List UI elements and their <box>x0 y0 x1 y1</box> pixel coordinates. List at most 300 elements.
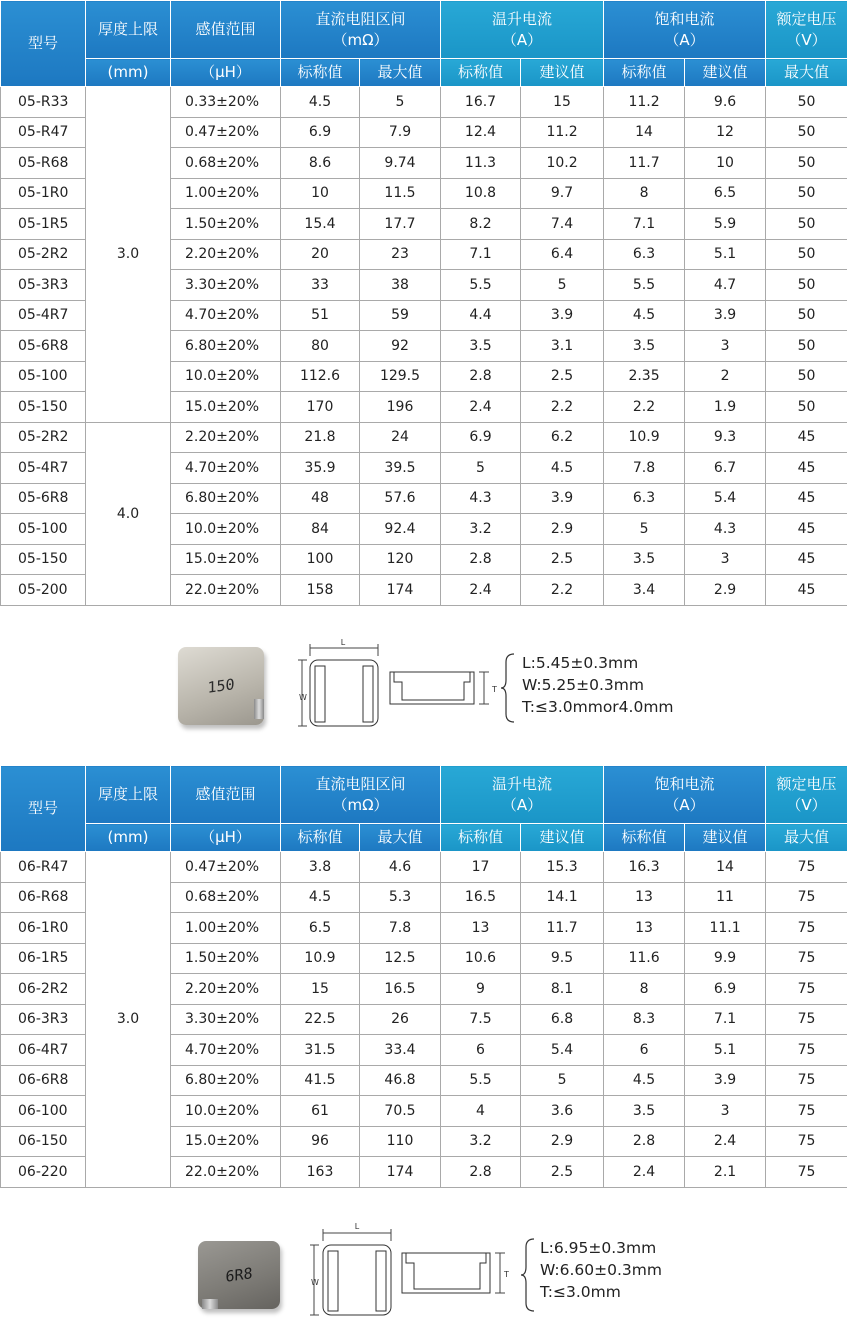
header-temp-unit: （A） <box>441 795 603 816</box>
temp-nominal-cell: 4 <box>441 1096 521 1127</box>
rated-voltage-cell: 45 <box>766 453 847 484</box>
temp-nominal-cell: 2.4 <box>441 575 521 606</box>
dim-width: W:6.60±0.3mm <box>540 1259 662 1281</box>
dcr-nominal-cell: 21.8 <box>281 422 360 453</box>
model-cell: 05-4R7 <box>1 453 86 484</box>
sat-nominal-cell: 2.2 <box>604 392 685 423</box>
header-rated-max: 最大值 <box>766 824 847 852</box>
dcr-nominal-cell: 8.6 <box>281 148 360 179</box>
dcr-max-cell: 5.3 <box>360 882 441 913</box>
sat-suggested-cell: 2.9 <box>685 575 766 606</box>
dcr-nominal-cell: 6.5 <box>281 913 360 944</box>
top-view-drawing <box>295 638 390 734</box>
sat-suggested-cell: 3 <box>685 1096 766 1127</box>
rated-voltage-cell: 75 <box>766 974 847 1005</box>
header-inductance: 感值范围 <box>171 1 281 59</box>
header-rated-max: 最大值 <box>766 59 847 87</box>
inductance-cell: 0.33±20% <box>171 87 281 118</box>
rated-voltage-cell: 50 <box>766 178 847 209</box>
inductance-cell: 0.68±20% <box>171 148 281 179</box>
model-cell: 06-1R0 <box>1 913 86 944</box>
temp-suggested-cell: 3.1 <box>521 331 604 362</box>
dcr-max-cell: 9.74 <box>360 148 441 179</box>
model-cell: 05-6R8 <box>1 331 86 362</box>
temp-suggested-cell: 15 <box>521 87 604 118</box>
rated-voltage-cell: 45 <box>766 483 847 514</box>
header-temp-suggested: 建议值 <box>521 59 604 87</box>
header-rated-unit: （V） <box>766 795 847 816</box>
brace-icon <box>520 1237 536 1313</box>
header-dcr <box>281 766 441 824</box>
sat-nominal-cell: 11.6 <box>604 943 685 974</box>
temp-nominal-cell: 11.3 <box>441 148 521 179</box>
top-view-drawing <box>305 1219 400 1319</box>
inductance-cell: 4.70±20% <box>171 453 281 484</box>
rated-voltage-cell: 50 <box>766 148 847 179</box>
dcr-nominal-cell: 112.6 <box>281 361 360 392</box>
inductance-cell: 15.0±20% <box>171 1126 281 1157</box>
dcr-max-cell: 38 <box>360 270 441 301</box>
dcr-nominal-cell: 15 <box>281 974 360 1005</box>
model-cell: 06-2R2 <box>1 974 86 1005</box>
header-thickness: 厚度上限 <box>86 766 171 824</box>
dcr-nominal-cell: 6.9 <box>281 117 360 148</box>
sat-nominal-cell: 3.5 <box>604 544 685 575</box>
table-row <box>1 852 847 883</box>
inductance-cell: 2.20±20% <box>171 422 281 453</box>
temp-nominal-cell: 6.9 <box>441 422 521 453</box>
dim-thickness: T:≤3.0mmor4.0mm <box>522 696 674 718</box>
rated-voltage-cell: 50 <box>766 331 847 362</box>
dcr-nominal-cell: 80 <box>281 331 360 362</box>
temp-nominal-cell: 10.6 <box>441 943 521 974</box>
header-temp-unit: （A） <box>441 30 603 51</box>
temp-nominal-cell: 16.5 <box>441 882 521 913</box>
side-view-drawing <box>388 668 498 712</box>
dim-thickness: T:≤3.0mm <box>540 1281 662 1303</box>
temp-suggested-cell: 9.5 <box>521 943 604 974</box>
dcr-max-cell: 92.4 <box>360 514 441 545</box>
model-cell: 06-220 <box>1 1157 86 1188</box>
dim-l-label: L <box>341 638 346 647</box>
sat-nominal-cell: 2.35 <box>604 361 685 392</box>
dcr-max-cell: 7.9 <box>360 117 441 148</box>
temp-suggested-cell: 10.2 <box>521 148 604 179</box>
rated-voltage-cell: 75 <box>766 913 847 944</box>
chip-terminal <box>202 1299 218 1309</box>
header-temp-title: 温升电流 <box>441 9 603 30</box>
model-cell: 05-R68 <box>1 148 86 179</box>
dcr-nominal-cell: 35.9 <box>281 453 360 484</box>
dcr-nominal-cell: 15.4 <box>281 209 360 240</box>
temp-suggested-cell: 8.1 <box>521 974 604 1005</box>
dcr-max-cell: 59 <box>360 300 441 331</box>
header-dcr-nominal: 标称值 <box>281 59 360 87</box>
table-row <box>1 422 847 453</box>
rated-voltage-cell: 75 <box>766 1096 847 1127</box>
inductor-chip-photo <box>198 1241 280 1309</box>
temp-nominal-cell: 2.8 <box>441 544 521 575</box>
sat-nominal-cell: 8 <box>604 974 685 1005</box>
sat-nominal-cell: 6 <box>604 1035 685 1066</box>
header-sat-title: 饱和电流 <box>604 9 765 30</box>
spec-table-06 <box>0 765 847 1188</box>
header-temp-current <box>441 1 604 59</box>
header-sat-unit: （A） <box>604 795 765 816</box>
temp-nominal-cell: 13 <box>441 913 521 944</box>
sat-suggested-cell: 3 <box>685 544 766 575</box>
rated-voltage-cell: 50 <box>766 270 847 301</box>
table2-body <box>1 852 847 1188</box>
header-thickness-unit: (mm) <box>86 824 171 852</box>
sat-nominal-cell: 3.4 <box>604 575 685 606</box>
temp-nominal-cell: 8.2 <box>441 209 521 240</box>
thickness-cell: 4.0 <box>86 422 171 605</box>
sat-suggested-cell: 5.1 <box>685 1035 766 1066</box>
dcr-nominal-cell: 41.5 <box>281 1065 360 1096</box>
dcr-max-cell: 120 <box>360 544 441 575</box>
spec-table-05 <box>0 0 847 606</box>
model-cell: 05-R33 <box>1 87 86 118</box>
header-dcr-max: 最大值 <box>360 824 441 852</box>
temp-suggested-cell: 2.2 <box>521 392 604 423</box>
model-cell: 05-6R8 <box>1 483 86 514</box>
dimension-diagram-05 <box>0 630 847 730</box>
sat-nominal-cell: 5 <box>604 514 685 545</box>
model-cell: 06-3R3 <box>1 1004 86 1035</box>
temp-suggested-cell: 11.2 <box>521 117 604 148</box>
temp-suggested-cell: 2.9 <box>521 1126 604 1157</box>
temp-suggested-cell: 15.3 <box>521 852 604 883</box>
temp-suggested-cell: 3.6 <box>521 1096 604 1127</box>
header-dcr-title: 直流电阻区间 <box>281 774 440 795</box>
inductance-cell: 6.80±20% <box>171 331 281 362</box>
dcr-max-cell: 5 <box>360 87 441 118</box>
sat-suggested-cell: 9.3 <box>685 422 766 453</box>
dcr-max-cell: 24 <box>360 422 441 453</box>
dcr-nominal-cell: 96 <box>281 1126 360 1157</box>
sat-nominal-cell: 6.3 <box>604 239 685 270</box>
header-rated-title: 额定电压 <box>766 9 847 30</box>
dcr-nominal-cell: 33 <box>281 270 360 301</box>
rated-voltage-cell: 45 <box>766 422 847 453</box>
temp-nominal-cell: 7.5 <box>441 1004 521 1035</box>
dcr-max-cell: 129.5 <box>360 361 441 392</box>
header-dcr-nominal: 标称值 <box>281 824 360 852</box>
thickness-cell: 3.0 <box>86 852 171 1188</box>
sat-suggested-cell: 3 <box>685 331 766 362</box>
model-cell: 05-2R2 <box>1 422 86 453</box>
header-inductance-unit: （μH） <box>171 59 281 87</box>
model-cell: 05-4R7 <box>1 300 86 331</box>
sat-suggested-cell: 1.9 <box>685 392 766 423</box>
sat-nominal-cell: 13 <box>604 913 685 944</box>
inductor-chip-photo <box>178 647 264 725</box>
chip-terminal <box>254 699 264 719</box>
sat-nominal-cell: 3.5 <box>604 1096 685 1127</box>
inductance-cell: 1.50±20% <box>171 209 281 240</box>
temp-nominal-cell: 16.7 <box>441 87 521 118</box>
temp-nominal-cell: 5.5 <box>441 270 521 301</box>
dcr-max-cell: 196 <box>360 392 441 423</box>
temp-suggested-cell: 4.5 <box>521 453 604 484</box>
sat-suggested-cell: 3.9 <box>685 1065 766 1096</box>
temp-suggested-cell: 6.4 <box>521 239 604 270</box>
dcr-nominal-cell: 20 <box>281 239 360 270</box>
inductance-cell: 10.0±20% <box>171 514 281 545</box>
sat-suggested-cell: 11 <box>685 882 766 913</box>
sat-suggested-cell: 9.9 <box>685 943 766 974</box>
thickness-cell: 3.0 <box>86 87 171 423</box>
sat-suggested-cell: 2.1 <box>685 1157 766 1188</box>
brace-icon <box>500 652 516 724</box>
dcr-max-cell: 7.8 <box>360 913 441 944</box>
dcr-max-cell: 174 <box>360 1157 441 1188</box>
header-sat-title: 饱和电流 <box>604 774 765 795</box>
temp-suggested-cell: 11.7 <box>521 913 604 944</box>
model-cell: 05-100 <box>1 514 86 545</box>
inductance-cell: 4.70±20% <box>171 300 281 331</box>
sat-suggested-cell: 14 <box>685 852 766 883</box>
sat-nominal-cell: 6.3 <box>604 483 685 514</box>
temp-suggested-cell: 3.9 <box>521 300 604 331</box>
dcr-max-cell: 70.5 <box>360 1096 441 1127</box>
header-sat-nominal: 标称值 <box>604 824 685 852</box>
dcr-nominal-cell: 48 <box>281 483 360 514</box>
sat-suggested-cell: 6.9 <box>685 974 766 1005</box>
sat-suggested-cell: 7.1 <box>685 1004 766 1035</box>
temp-suggested-cell: 2.5 <box>521 544 604 575</box>
rated-voltage-cell: 75 <box>766 1157 847 1188</box>
dcr-max-cell: 11.5 <box>360 178 441 209</box>
sat-suggested-cell: 5.9 <box>685 209 766 240</box>
header-thickness-unit: (mm) <box>86 59 171 87</box>
dcr-max-cell: 26 <box>360 1004 441 1035</box>
header-temp-current <box>441 766 604 824</box>
sat-suggested-cell: 4.3 <box>685 514 766 545</box>
header-inductance: 感值范围 <box>171 766 281 824</box>
dcr-nominal-cell: 3.8 <box>281 852 360 883</box>
rated-voltage-cell: 45 <box>766 544 847 575</box>
dcr-nominal-cell: 163 <box>281 1157 360 1188</box>
temp-suggested-cell: 14.1 <box>521 882 604 913</box>
rated-voltage-cell: 75 <box>766 943 847 974</box>
rated-voltage-cell: 50 <box>766 87 847 118</box>
chip-marking: 150 <box>178 671 264 701</box>
temp-nominal-cell: 12.4 <box>441 117 521 148</box>
header-sat-current <box>604 766 766 824</box>
dcr-nominal-cell: 51 <box>281 300 360 331</box>
temp-nominal-cell: 3.2 <box>441 1126 521 1157</box>
rated-voltage-cell: 75 <box>766 1035 847 1066</box>
dim-length: L:6.95±0.3mm <box>540 1237 662 1259</box>
rated-voltage-cell: 45 <box>766 514 847 545</box>
rated-voltage-cell: 50 <box>766 392 847 423</box>
temp-nominal-cell: 2.4 <box>441 392 521 423</box>
rated-voltage-cell: 50 <box>766 209 847 240</box>
temp-nominal-cell: 7.1 <box>441 239 521 270</box>
header-sat-current <box>604 1 766 59</box>
inductance-cell: 6.80±20% <box>171 483 281 514</box>
dcr-max-cell: 23 <box>360 239 441 270</box>
sat-nominal-cell: 14 <box>604 117 685 148</box>
temp-suggested-cell: 6.8 <box>521 1004 604 1035</box>
table1-body <box>1 87 847 606</box>
model-cell: 06-R47 <box>1 852 86 883</box>
dcr-max-cell: 57.6 <box>360 483 441 514</box>
sat-nominal-cell: 11.2 <box>604 87 685 118</box>
temp-nominal-cell: 2.8 <box>441 1157 521 1188</box>
rated-voltage-cell: 75 <box>766 852 847 883</box>
dcr-nominal-cell: 22.5 <box>281 1004 360 1035</box>
header-dcr-title: 直流电阻区间 <box>281 9 440 30</box>
model-cell: 05-1R0 <box>1 178 86 209</box>
temp-nominal-cell: 6 <box>441 1035 521 1066</box>
header-sat-unit: （A） <box>604 30 765 51</box>
dcr-nominal-cell: 31.5 <box>281 1035 360 1066</box>
dim-t-label: T <box>491 685 497 694</box>
dcr-nominal-cell: 4.5 <box>281 87 360 118</box>
sat-nominal-cell: 4.5 <box>604 1065 685 1096</box>
sat-suggested-cell: 12 <box>685 117 766 148</box>
dim-l-label: L <box>355 1222 360 1231</box>
inductance-cell: 1.00±20% <box>171 913 281 944</box>
temp-nominal-cell: 10.8 <box>441 178 521 209</box>
sat-suggested-cell: 2.4 <box>685 1126 766 1157</box>
header-rated-title: 额定电压 <box>766 774 847 795</box>
dimension-list <box>540 1237 662 1303</box>
inductance-cell: 2.20±20% <box>171 974 281 1005</box>
model-cell: 06-100 <box>1 1096 86 1127</box>
dcr-max-cell: 110 <box>360 1126 441 1157</box>
header-dcr-unit: （mΩ） <box>281 30 440 51</box>
model-cell: 05-R47 <box>1 117 86 148</box>
dcr-nominal-cell: 10 <box>281 178 360 209</box>
header-rated-voltage <box>766 766 847 824</box>
dcr-max-cell: 46.8 <box>360 1065 441 1096</box>
dimension-diagram-06 <box>0 1215 847 1315</box>
sat-nominal-cell: 13 <box>604 882 685 913</box>
dcr-nominal-cell: 84 <box>281 514 360 545</box>
header-model: 型号 <box>1 1 86 87</box>
dcr-max-cell: 4.6 <box>360 852 441 883</box>
sat-nominal-cell: 16.3 <box>604 852 685 883</box>
sat-suggested-cell: 11.1 <box>685 913 766 944</box>
temp-suggested-cell: 5.4 <box>521 1035 604 1066</box>
header-sat-suggested: 建议值 <box>685 59 766 87</box>
temp-suggested-cell: 9.7 <box>521 178 604 209</box>
inductance-cell: 0.47±20% <box>171 852 281 883</box>
sat-suggested-cell: 4.7 <box>685 270 766 301</box>
temp-nominal-cell: 9 <box>441 974 521 1005</box>
model-cell: 05-2R2 <box>1 239 86 270</box>
inductance-cell: 3.30±20% <box>171 270 281 301</box>
dim-length: L:5.45±0.3mm <box>522 652 674 674</box>
header-rated-voltage <box>766 1 847 59</box>
header-temp-nominal: 标称值 <box>441 59 521 87</box>
model-cell: 06-1R5 <box>1 943 86 974</box>
header-rated-unit: （V） <box>766 30 847 51</box>
model-cell: 06-4R7 <box>1 1035 86 1066</box>
dcr-max-cell: 174 <box>360 575 441 606</box>
header-dcr-max: 最大值 <box>360 59 441 87</box>
dcr-max-cell: 12.5 <box>360 943 441 974</box>
sat-suggested-cell: 5.1 <box>685 239 766 270</box>
rated-voltage-cell: 50 <box>766 361 847 392</box>
sat-nominal-cell: 4.5 <box>604 300 685 331</box>
inductance-cell: 0.47±20% <box>171 117 281 148</box>
dcr-nominal-cell: 10.9 <box>281 943 360 974</box>
temp-nominal-cell: 4.4 <box>441 300 521 331</box>
temp-suggested-cell: 7.4 <box>521 209 604 240</box>
inductance-cell: 10.0±20% <box>171 1096 281 1127</box>
sat-nominal-cell: 8.3 <box>604 1004 685 1035</box>
model-cell: 05-150 <box>1 544 86 575</box>
table-row <box>1 87 847 118</box>
dim-w-label: W <box>311 1278 319 1287</box>
sat-suggested-cell: 2 <box>685 361 766 392</box>
inductance-cell: 6.80±20% <box>171 1065 281 1096</box>
temp-suggested-cell: 5 <box>521 1065 604 1096</box>
model-cell: 05-150 <box>1 392 86 423</box>
dcr-nominal-cell: 4.5 <box>281 882 360 913</box>
temp-suggested-cell: 2.5 <box>521 1157 604 1188</box>
temp-nominal-cell: 4.3 <box>441 483 521 514</box>
rated-voltage-cell: 75 <box>766 1126 847 1157</box>
sat-nominal-cell: 10.9 <box>604 422 685 453</box>
header-temp-suggested: 建议值 <box>521 824 604 852</box>
sat-nominal-cell: 7.8 <box>604 453 685 484</box>
dcr-nominal-cell: 158 <box>281 575 360 606</box>
model-cell: 05-3R3 <box>1 270 86 301</box>
model-cell: 06-150 <box>1 1126 86 1157</box>
temp-suggested-cell: 5 <box>521 270 604 301</box>
sat-nominal-cell: 3.5 <box>604 331 685 362</box>
header-dcr <box>281 1 441 59</box>
model-cell: 05-100 <box>1 361 86 392</box>
model-cell: 05-200 <box>1 575 86 606</box>
inductance-cell: 4.70±20% <box>171 1035 281 1066</box>
rated-voltage-cell: 50 <box>766 300 847 331</box>
header-temp-nominal: 标称值 <box>441 824 521 852</box>
header-sat-suggested: 建议值 <box>685 824 766 852</box>
rated-voltage-cell: 75 <box>766 1004 847 1035</box>
model-cell: 06-6R8 <box>1 1065 86 1096</box>
temp-suggested-cell: 2.2 <box>521 575 604 606</box>
inductance-cell: 1.50±20% <box>171 943 281 974</box>
inductance-cell: 3.30±20% <box>171 1004 281 1035</box>
sat-nominal-cell: 2.8 <box>604 1126 685 1157</box>
dcr-max-cell: 16.5 <box>360 974 441 1005</box>
sat-nominal-cell: 2.4 <box>604 1157 685 1188</box>
sat-suggested-cell: 10 <box>685 148 766 179</box>
inductance-cell: 22.0±20% <box>171 575 281 606</box>
sat-nominal-cell: 7.1 <box>604 209 685 240</box>
sat-nominal-cell: 11.7 <box>604 148 685 179</box>
header-temp-title: 温升电流 <box>441 774 603 795</box>
inductance-cell: 0.68±20% <box>171 882 281 913</box>
header-inductance-unit: （μH） <box>171 824 281 852</box>
dcr-nominal-cell: 170 <box>281 392 360 423</box>
model-cell: 06-R68 <box>1 882 86 913</box>
dim-width: W:5.25±0.3mm <box>522 674 674 696</box>
dcr-nominal-cell: 61 <box>281 1096 360 1127</box>
sat-nominal-cell: 5.5 <box>604 270 685 301</box>
dcr-max-cell: 17.7 <box>360 209 441 240</box>
rated-voltage-cell: 75 <box>766 1065 847 1096</box>
temp-nominal-cell: 3.5 <box>441 331 521 362</box>
temp-nominal-cell: 17 <box>441 852 521 883</box>
